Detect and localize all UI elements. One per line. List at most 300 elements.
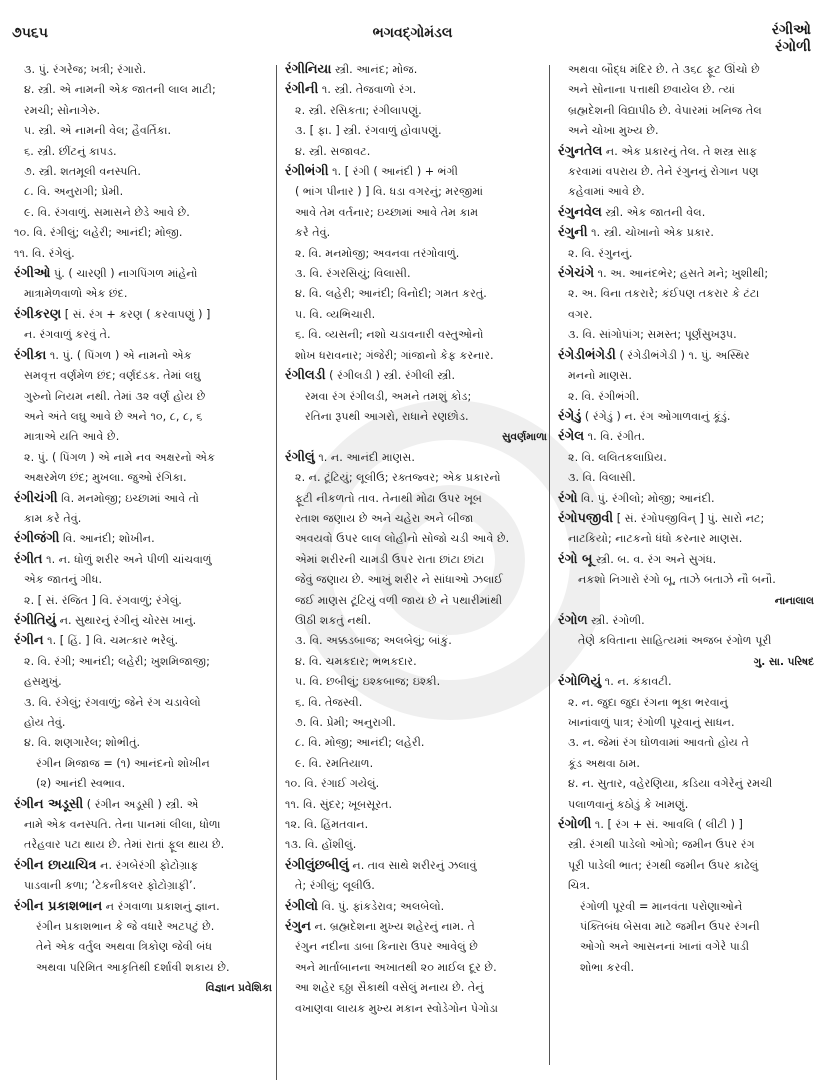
headword: રંગોળી (558, 817, 592, 833)
line-text: પૂરી પાડેલી ભાત; રંગથી જમીન ઉપર કાઢેલું (568, 858, 759, 872)
definition-line (558, 856, 814, 876)
line-text: રતાશ જણાય છે અને ચહેરા અને બીજા (295, 511, 474, 525)
guide-word-first: રંગીઓ (771, 22, 811, 38)
line-text: વિ. પું. ફાંકડેરાવ; અલબેલો. (318, 899, 445, 913)
definition-line (558, 570, 814, 590)
definition-line (14, 366, 272, 386)
line-text: ૨. વિ. રંગુનનું. (568, 246, 633, 260)
citation-source (558, 591, 814, 611)
dictionary-entry-line (285, 162, 547, 182)
line-text: એમાં શરીરની ચામડી ઉપર રાતા છાંટા છાંટા (295, 552, 485, 566)
definition-line (285, 142, 547, 162)
headword: રંગેલ (558, 429, 585, 445)
line-text: ૮. વિ. મોજી; આનંદી; લહેરી. (295, 736, 425, 750)
line-text: ન. એક પ્રકારનું તેલ. તે શસ્ત્ર સાફ (602, 144, 758, 158)
definition-line (558, 693, 814, 713)
definition-line (558, 835, 814, 855)
headword: રંગીલડી (285, 368, 326, 384)
definition-line (285, 611, 547, 631)
headword: રંગેડું (558, 408, 582, 424)
headword: રંગોળ (558, 612, 588, 628)
line-text: બ્રહ્મદેશની વિદ્યાપીઠ છે. વેપારમાં ખનિજ તેલ (568, 103, 762, 117)
definition-line (285, 672, 547, 692)
line-text: અને સોનાના પત્તાથી છવાયેલ છે. ત્યાં (568, 83, 736, 97)
line-text: ૧. ન. આનંદી માણસ. (314, 450, 415, 464)
definition-line (14, 223, 272, 243)
headword: રંગેડીભંગેડી (558, 347, 616, 363)
line-text: ૧૦. વિ. રંગીલું; લહેરી; આનંદી; મોજી. (14, 226, 183, 240)
line-text: પલાળવાનું કઠોડું કે ખામણું. (568, 797, 689, 811)
headword: રંગીકા (14, 347, 47, 363)
definition-line (285, 387, 547, 407)
definition-line (558, 121, 814, 141)
line-text: અવયવો ઉપર લાલ લોહીનો સોજો ચડી આવે છે. (295, 532, 510, 546)
definition-line (285, 529, 547, 549)
line-text: માત્રામેળવાળો એક છંદ. (24, 287, 128, 301)
definition-line (558, 713, 814, 733)
definition-line (14, 733, 272, 753)
line-text: ( ભાંગ પીનાર ) ] વિ. ધડા વગરનું; મરજીમાં (295, 185, 483, 199)
line-text: ૧૧. વિ. રંગેલું. (14, 246, 75, 260)
definition-line (285, 264, 547, 284)
dictionary-entry-line (285, 897, 547, 917)
line-text: જેવું જણાય છે. આખું શરીર ને સાંધાઓ ઝલાઈ (295, 573, 504, 587)
definition-line (558, 182, 814, 202)
line-text: આવે તેમ વર્તનાર; ઇચ્છામાં આવે તેમ કામ (295, 205, 479, 219)
line-text: સમવૃત્ત વર્ણમેળ છંદ; વર્ણદંડક. તેમાં લઘુ (24, 369, 201, 383)
line-text: વિજ્ઞાન પ્રવેશિકા (205, 982, 272, 995)
headword: રંગીચંગી (14, 490, 58, 506)
line-text: ૧. [ રંગી ( આનંદી ) + ભંગી (328, 165, 458, 179)
citation-source (558, 652, 814, 672)
definition-line (14, 203, 272, 223)
line-text: ૨. વિ. રંગી; આનંદી; લહેરી; ખુશમિજાજી; (24, 654, 210, 668)
definition-line (285, 999, 547, 1019)
line-text: ૧૧. વિ. સુંદર; ખૂબસૂરત. (285, 797, 393, 811)
line-text: રંગીન પ્રકાશભાન કે જે વધારે અટપટું છે. (36, 920, 215, 934)
line-text: ૧. અ. આનંદભેર; હસતે મને; ખુશીથી; (594, 267, 769, 281)
definition-line (14, 652, 272, 672)
line-text: ન. સુથારનું રંગીનું ચોરસ ખાનું. (56, 613, 197, 627)
line-text: વિ. પું. રંગીલો; મોજી; આનંદી. (577, 491, 715, 505)
dictionary-entry-line (285, 80, 547, 100)
definition-line (14, 244, 272, 264)
definition-line (14, 754, 272, 774)
definition-line (14, 917, 272, 937)
line-text: ( રંગેડીભંગેડી ) ૧. પું. અસ્થિર (615, 348, 750, 362)
headword: રંગીજંગી (14, 531, 60, 547)
dictionary-entry-line (558, 550, 814, 570)
definition-line (285, 652, 547, 672)
definition-line (14, 448, 272, 468)
definition-line (285, 876, 547, 896)
line-text: રંગુન નદીના ડાબા કિનારા ઉપર આવેલું છે (295, 940, 478, 954)
definition-line (285, 693, 547, 713)
line-text: ૩. વિ. વિલાસી. (568, 471, 636, 485)
line-text: ૬. વિ. વ્યસની; નશો ચડાવનારી વસ્તુઓનો (295, 328, 484, 342)
definition-line (285, 509, 547, 529)
definition-line (14, 570, 272, 590)
dictionary-entry-line (14, 856, 272, 876)
headword: રંગીનિયા (285, 62, 332, 77)
definition-line (14, 407, 272, 427)
line-text: તરેહવાર પટા થાય છે. તેમાં રાતાં ફૂલ થાય છે. (24, 838, 225, 852)
definition-line (558, 244, 814, 264)
line-text: ચિત્ર. (568, 879, 590, 893)
definition-line (285, 223, 547, 243)
definition-line (14, 774, 272, 794)
line-text: ૩. પું. રંગરેજ; ખત્રી; રંગારો. (24, 63, 147, 76)
definition-line (14, 815, 272, 835)
line-text: [ સં. રંગોપજીવિન્ ] પું. સારો નટ; (613, 511, 765, 525)
line-text: ( રંગીન અડૂસી ) સ્ત્રી. એ (83, 797, 199, 811)
dictionary-entry-line (285, 366, 547, 386)
line-text: ૮. વિ. અનુરાગી; પ્રેમી. (24, 185, 124, 199)
definition-line (285, 244, 547, 264)
line-text: મનનો માણસ. (568, 369, 632, 383)
book-title: ભગવદ્ગોમંડલ (372, 25, 453, 41)
headword: રંગીતિયું (14, 612, 57, 628)
definition-line (14, 101, 272, 121)
line-text: રમચી; સોનાગેરુ. (24, 103, 101, 117)
definition-line (14, 958, 272, 978)
line-text: પંક્તિબંધ બેસવા માટે જમીન ઉપર રંગની (580, 920, 760, 934)
line-text: ૩. વિ. રંગરસિયું; વિલાસી. (295, 267, 411, 281)
definition-line (14, 468, 272, 488)
line-text: રતિના રૂપથી આગરો, રાધાને રણછોડ. (305, 409, 469, 423)
definition-line (558, 366, 814, 386)
line-text: ૧૩. વિ. હોંશીલું. (285, 838, 357, 852)
dictionary-entry-line (558, 142, 814, 162)
line-text: સ્ત્રી. રંગથી પાડેલો ઓગો; જમીન ઉપર રંગ (568, 838, 755, 852)
definition-line (285, 550, 547, 570)
definition-line (14, 509, 272, 529)
definition-line (558, 795, 814, 815)
line-text: ૩. વિ. સાંગોપાંગ; સમસ્ત; પૂર્ણસુખરૂપ. (568, 328, 737, 342)
line-text: હોય તેવું. (24, 716, 66, 729)
definition-line (285, 570, 547, 590)
line-text: સ્ત્રી. બ. વ. રંગ અને સુગંધ. (592, 552, 717, 566)
page-header (0, 0, 825, 60)
headword: રંગીલું (285, 449, 315, 465)
line-text: ૪. ન. સુતાર, વહેરણિયા, કડિયા વગેરેનું રમચી (568, 777, 773, 791)
definition-line (285, 754, 547, 774)
line-text: ૨. વિ. લલિતકલાપ્રિય. (568, 450, 667, 464)
dictionary-entry-line (14, 489, 272, 509)
line-text: [ સં. રંગ + કરણ ( કરવાપણું ) ] (61, 307, 211, 321)
definition-line (558, 937, 814, 957)
dictionary-entry-line (558, 611, 814, 631)
definition-line (285, 733, 547, 753)
line-text: ૧૦. વિ. રંગાઈ ગયેલું. (285, 777, 380, 791)
line-text: ૧૨. વિ. હિંમતવાન. (285, 818, 369, 832)
dictionary-entry-line (558, 427, 814, 447)
headword: રંગેચંગે (558, 266, 595, 282)
line-text: ૫. વિ. છબીલું; ઇશ્કબાજ; ઇશ્કી. (295, 675, 441, 689)
line-text: ફૂટી નીકળતો તાવ. તેનાથી મોઢા ઉપર ખૂબ (295, 491, 483, 505)
definition-line (558, 529, 814, 549)
line-text: તેણે કવિતાના સાહિત્યમાં અજબ રંગોળ પૂરી (578, 634, 772, 648)
line-text: ૨. પું. ( પિંગળ ) એ નામે નવ અક્ષરનો એક (24, 450, 215, 464)
headword: રંગુનતેલ (558, 143, 603, 159)
line-text: ૭. વિ. પ્રેમી; અનુરાગી. (295, 716, 396, 729)
definition-line (285, 182, 547, 202)
definition-line (285, 284, 547, 304)
line-text: ન. તાવ સાથે શરીરનું ઝલાવું (348, 858, 477, 872)
line-text: ૬. સ્ત્રી. છીંટનું કાપડ. (24, 144, 117, 158)
line-text: પું. ( ચારણી ) નાગપિંગળ માંહેનો (50, 267, 198, 281)
line-text: કહેવામાં આવે છે. (568, 185, 645, 199)
line-text: ૧. [ રંગ + સં. આવલિ ( લીટી ) ] (591, 818, 743, 832)
definition-line (14, 387, 272, 407)
line-text: શોખ ધરાવનાર; ગંજેરી; ગાંજાનો કેફ કરનાર. (295, 348, 494, 362)
definition-line (558, 284, 814, 304)
dictionary-entry-line (558, 509, 814, 529)
definition-line (558, 80, 814, 100)
column-divider-2 (549, 65, 550, 1065)
line-text: સ્ત્રી. આનંદ; મોજ. (331, 63, 418, 76)
definition-line (285, 121, 547, 141)
dictionary-column-3 (558, 60, 814, 1090)
column-divider-1 (276, 65, 277, 1080)
line-text: નામે એક વનસ્પતિ. તેના પાનમાં લીલા, ધોળા (24, 818, 221, 832)
line-text: ૨. [ સં. રંજિત ] વિ. રંગવાળું; રંગેલું. (24, 593, 182, 607)
definition-line (14, 835, 272, 855)
headword: રંગીઓ (14, 266, 51, 282)
headword: રંગીલુંછબીલું (285, 857, 349, 873)
definition-line (14, 182, 272, 202)
line-text: રમવા રંગ રંગીલડી, અમને તમશું કોડ; (305, 389, 472, 403)
definition-line (14, 284, 272, 304)
line-text: વખાણવા લાયક મુખ્ય મકાન સ્વોડેગોન પેગોડા (295, 1001, 498, 1015)
line-text: નકશો નિગારો રંગો બૂ, તાઝે બતાઝે નૌ બનૌ. (578, 573, 776, 587)
dictionary-entry-line (285, 856, 547, 876)
definition-line (14, 876, 272, 896)
line-text: અથવા પરિમિત આકૃતિથી દર્શાવી શકાય છે. (36, 960, 230, 974)
guide-words (772, 22, 811, 56)
dictionary-entry-line (14, 795, 272, 815)
line-text: કરે તેવું. (295, 226, 331, 240)
line-text: ૯. વિ. રમતિયાળ. (295, 756, 374, 770)
definition-line (285, 591, 547, 611)
definition-line (14, 713, 272, 733)
dictionary-column-2 (285, 60, 547, 1090)
line-text: કૂંડ અથવા ઠામ. (568, 756, 640, 770)
definition-line (285, 795, 547, 815)
line-text: ૧. સ્ત્રી. ચોખાનો એક પ્રકાર. (587, 226, 714, 240)
line-text: એક જાતનું ગીધ. (24, 573, 103, 587)
dictionary-entry-line (558, 407, 814, 427)
dictionary-entry-line (558, 346, 814, 366)
definition-line (14, 672, 272, 692)
definition-line (14, 693, 272, 713)
line-text: વગર. (568, 307, 593, 321)
definition-line (558, 733, 814, 753)
line-text: ન. બ્રહ્મદેશના મુખ્ય શહેરનું નામ. તે (310, 920, 475, 934)
headword: રંગીલો (285, 898, 319, 914)
dictionary-column-1 (14, 60, 272, 1090)
line-text: ( રંગેડું ) ન. રંગ ઓગાળવાનું કૂંડું. (581, 409, 731, 423)
line-text: તેને એક વર્તુલ અથવા ત્રિકોણ જેવી બંધ (36, 940, 213, 954)
dictionary-entry-line (14, 264, 272, 284)
definition-line (14, 325, 272, 345)
line-text: આ શહેર ૬ઠ્ઠા સૈકાથી વસેલું મનાય છે. તેનું (295, 981, 484, 995)
definition-line (285, 631, 547, 651)
line-text: ખાનાંવાળું પાત્ર; રંગોળી પૂરવાનું સાધન. (568, 716, 735, 729)
dictionary-entry-line (285, 917, 547, 937)
definition-line (285, 101, 547, 121)
definition-line (285, 835, 547, 855)
dictionary-entry-line (285, 60, 547, 80)
dictionary-entry-line (14, 611, 272, 631)
line-text: ૧. [ હિં. ] વિ. ચમત્કાર ભરેલું. (43, 634, 179, 648)
line-text: તે; રંગીલું; લૂલીઉ. (295, 879, 375, 893)
definition-line (285, 774, 547, 794)
dictionary-entry-line (14, 550, 272, 570)
headword: રંગો (558, 490, 578, 506)
definition-line (285, 468, 547, 488)
definition-line (285, 203, 547, 223)
line-text: ૪. વિ. લહેરી; આનંદી; વિનોદી; ગમત કરતું. (295, 287, 487, 301)
citation-source (285, 427, 547, 447)
dictionary-entry-line (558, 203, 814, 223)
line-text: ૪. વિ. ચમકદાર; ભભકદાર. (295, 654, 417, 668)
definition-line (558, 60, 814, 80)
definition-line (558, 631, 814, 651)
line-text: ૧. ન. ધોળું શરીર અને પીળી ચાંચવાળું (42, 552, 212, 566)
line-text: ૨. વિ. મનમોજી; અવનવા તરંગોવાળું. (295, 246, 460, 260)
line-text: ( રંગીલડી ) સ્ત્રી. રંગીલી સ્ત્રી. (325, 369, 456, 383)
line-text: ૪. વિ. શણગારેલ; શોભીતું. (24, 736, 141, 750)
dictionary-entry-line (14, 305, 272, 325)
definition-line (558, 305, 814, 325)
line-text: ઊઠી શકતું નથી. (295, 613, 372, 627)
dictionary-entry-line (558, 223, 814, 243)
line-text: ૫. વિ. વ્યભિચારી. (295, 307, 376, 321)
definition-line (558, 468, 814, 488)
line-text: ૨. ન. જુદા જુદા રંગના ભૂકા ભરવાનું (568, 695, 728, 709)
line-text: અને માર્તાબાનના અખાતથી ૨૦ માઈલ દૂર છે. (295, 960, 497, 974)
dictionary-entry-line (558, 672, 814, 692)
definition-line (558, 101, 814, 121)
line-text: સ્ત્રી. રંગોળી. (587, 613, 645, 627)
line-text: રંગોળી પૂરવી = માનવંતા પરોણાઓને (580, 899, 743, 913)
line-text: ૧. સ્ત્રી. તેજવાળો રંગ. (318, 83, 417, 97)
line-text: જઈ માણસ ટૂંટિયું વળી જાય છે ને પથારીમાંથી (295, 593, 503, 607)
line-text: ૩. [ ફા. ] સ્ત્રી. રંગવાળું હોવાપણું. (295, 124, 442, 138)
definition-line (14, 427, 272, 447)
line-text: ૨. અ. વિના તકરારે; કંઈપણ તકરાર કે ટંટા (568, 287, 760, 301)
line-text: ૪. સ્ત્રી. એ નામની એક જાતની લાલ માટી; (24, 83, 216, 97)
definition-line (285, 815, 547, 835)
line-text: સુવર્ણમાળા (502, 431, 547, 444)
line-text: કામ કરે તેવું. (24, 511, 82, 525)
dictionary-entry-line (285, 448, 547, 468)
definition-line (558, 917, 814, 937)
line-text: નાનાલાલ (774, 594, 814, 607)
line-text: નાટકિયો; નાટકનો ધંધો કરનાર માણસ. (568, 532, 743, 546)
line-text: ૧. ન. કંકાવટી. (601, 675, 672, 689)
headword: રંગોપજીવી (558, 510, 614, 526)
line-text: અક્ષરમેળ છંદ; મુખલા. જુઓ રંગિકા. (24, 471, 187, 485)
dictionary-entry-line (14, 346, 272, 366)
line-text: ૧. વિ. રંગીત. (584, 430, 645, 444)
line-text: હસમુખું. (24, 675, 62, 689)
headword: રંગીની (285, 82, 319, 98)
line-text: વિ. આનંદી; શોખીન. (59, 532, 155, 546)
definition-line (558, 897, 814, 917)
definition-line (558, 448, 814, 468)
line-text: ન. રંગબેરંગી ફોટોગ્રાફ (96, 858, 199, 872)
headword: રંગીન પ્રકાશભાન (14, 898, 103, 914)
headword: રંગોળિયું (558, 674, 602, 690)
line-text: ૩. વિ. અક્કડબાજ; અલબેલું; બાંકું. (295, 634, 452, 648)
definition-line (285, 978, 547, 998)
dictionary-entry-line (14, 529, 272, 549)
definition-line (558, 162, 814, 182)
line-text: ન. રંગવાળું કરવું તે. (24, 328, 111, 342)
definition-line (285, 489, 547, 509)
line-text: અને ચોખા મુખ્ય છે. (568, 124, 659, 138)
line-text: અથવા બૌદ્ધ મંદિર છે. તે ૩૬૮ ફૂટ ઊંચો છે (568, 63, 760, 76)
definition-line (285, 937, 547, 957)
headword: રંગુની (558, 225, 588, 241)
definition-line (285, 958, 547, 978)
headword: રંગો બૂ (558, 551, 593, 567)
dictionary-entry-line (14, 631, 272, 651)
line-text: ન રંગવાળા પ્રકાશનું જ્ઞાન. (102, 899, 220, 913)
line-text: ૨. ન. ટૂંટિયું; લૂલીઉ; રક્તજ્વર; એક પ્રકારનો (295, 471, 501, 485)
line-text: ૭. સ્ત્રી. શતમૂલી વનસ્પતિ. (24, 165, 141, 179)
line-text: ૩. ન. જેમાં રંગ ઘોળવામાં આવતો હોય તે (568, 736, 749, 750)
headword: રંગુનવેલ (558, 204, 602, 220)
dictionary-entry-line (558, 264, 814, 284)
line-text: ૩. વિ. રંગેલું; રંગવાળું; જેને રંગ ચડાવેલો (24, 695, 201, 709)
headword: રંગીકરણ (14, 306, 62, 322)
headword: રંગીન (14, 633, 44, 649)
definition-line (14, 121, 272, 141)
line-text: અને અંતે લઘુ આવે છે અને ૧૦, ૮, ૮, ૬ (24, 409, 203, 423)
line-text: ૬. વિ. તેજસ્વી. (295, 695, 363, 709)
line-text: વિ. મનમોજી; ઇચ્છામાં આવે તો (57, 491, 199, 505)
line-text: ૨. સ્ત્રી. રસિકતા; રંગીલાપણું. (295, 103, 422, 117)
definition-line (558, 387, 814, 407)
line-text: રંગીન મિજાજ = (૧) આનંદનો શોખીન (36, 756, 210, 770)
definition-line (558, 876, 814, 896)
definition-line (558, 754, 814, 774)
definition-line (14, 591, 272, 611)
headword: રંગીભંગી (285, 164, 329, 180)
definition-line (14, 80, 272, 100)
definition-line (285, 305, 547, 325)
line-text: માત્રાએ યતિ આવે છે. (24, 430, 120, 444)
line-text: (૨) આનંદી સ્વભાવ. (36, 777, 126, 791)
headword: રંગુન (285, 919, 311, 935)
dictionary-entry-line (14, 897, 272, 917)
line-text: ઓગો અને આસનનાં ખાનાં વગેરે પાડી (580, 940, 750, 954)
definition-line (285, 407, 547, 427)
definition-line (285, 713, 547, 733)
line-text: ૫. સ્ત્રી. એ નામની વેલ; હૈવર્તિકા. (24, 124, 172, 138)
line-text: ૪. સ્ત્રી. સજાવટ. (295, 144, 371, 158)
definition-line (14, 162, 272, 182)
dictionary-entry-line (558, 815, 814, 835)
line-text: ૯. વિ. રંગવાળું. સમાસને છેડે આવે છે. (24, 205, 190, 219)
line-text: સ્ત્રી. એક જાતની વેલ. (601, 205, 706, 219)
definition-line (285, 325, 547, 345)
line-text: શોભા કરવી. (580, 960, 635, 974)
definition-line (558, 325, 814, 345)
